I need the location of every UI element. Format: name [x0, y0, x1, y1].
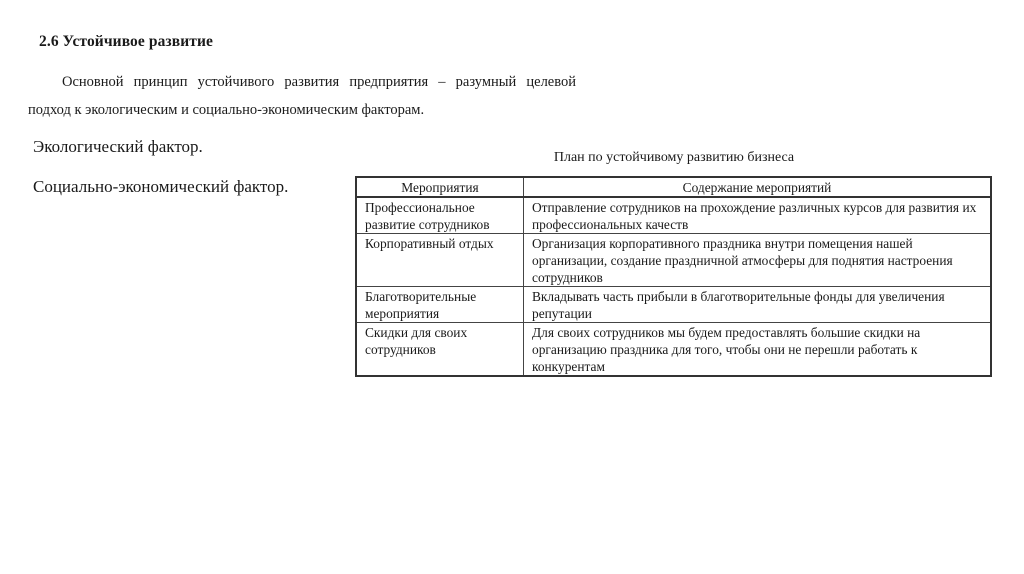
factor-socio-economic: Социально-экономический фактор. — [33, 177, 289, 196]
section-heading: 2.6 Устойчивое развитие — [39, 33, 213, 50]
content-cell: Для своих сотрудников мы будем предоставлять большие скидки на организацию праздника для того, чтобы они не перешли работать к конкурентам — [524, 323, 992, 377]
plan-table — [355, 176, 992, 377]
table-row — [356, 197, 991, 234]
table-header-row — [356, 177, 991, 197]
column-header-events: Мероприятия — [356, 177, 524, 197]
content-cell: Организация корпоративного праздника внутри помещения нашей организации, создание праздничной атмосферы для поднятия настроения сотрудников — [524, 234, 992, 287]
event-cell: Скидки для своих сотрудников — [356, 323, 524, 377]
table-row — [356, 234, 991, 287]
content-cell: Вкладывать часть прибыли в благотворительные фонды для увеличения репутации — [524, 287, 992, 323]
table-title: План по устойчивому развитию бизнеса — [553, 150, 795, 165]
factor-ecological: Экологический фактор. — [33, 137, 203, 156]
intro-paragraph: Основной принцип устойчивого развития предприятия – разумный целевой подход к экологическим и социально-экономическим факторам. — [28, 74, 576, 118]
table-row — [356, 287, 991, 323]
table-row — [356, 323, 991, 377]
event-cell: Профессиональное развитие сотрудников — [356, 197, 524, 234]
column-header-content: Содержание мероприятий — [524, 177, 992, 197]
content-cell: Отправление сотрудников на прохождение различных курсов для развития их профессиональных качеств — [524, 197, 992, 234]
event-cell: Благотворительные мероприятия — [356, 287, 524, 323]
event-cell: Корпоративный отдых — [356, 234, 524, 287]
